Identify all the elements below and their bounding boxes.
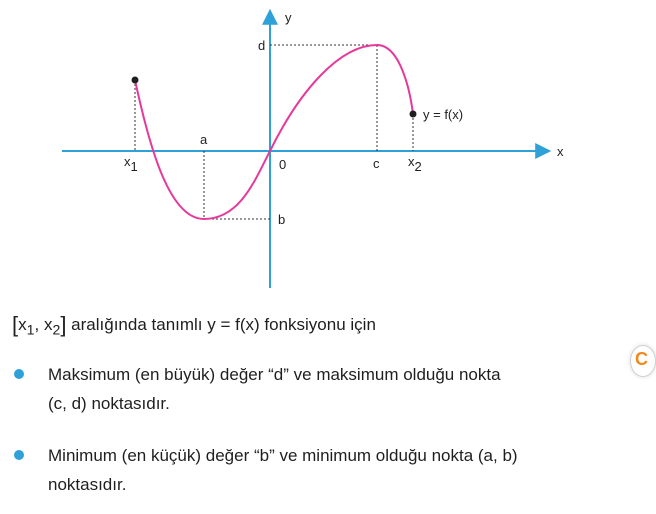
endpoint-x2 [410,111,417,118]
bullet-line-2: (c, d) noktasıdır. [48,394,170,413]
curve-label: y = f(x) [423,107,464,122]
bullet-dot-icon [14,450,24,460]
orange-c-icon[interactable]: C [630,345,656,377]
label-a: a [200,132,208,147]
label-b: b [278,212,286,227]
label-d: d [258,38,266,53]
endpoint-x1 [132,77,139,84]
bullet-minimum [14,441,518,499]
label-x2: x2 [408,154,422,174]
bracket-close: ] [60,312,67,337]
intro-text: [$x_1$, $x_2$] aralığında tanımlı y = f(x) fonksiyonu için [12,312,376,339]
bullet-line-1: Minimum (en küçük) değer “b” ve minimum olduğu nokta (a, b) [48,446,518,465]
x-axis-label: x [557,144,564,159]
y-axis-label: y [285,10,292,25]
bullet-line-2: noktasıdır. [48,475,127,494]
label-x1: x1 [124,154,138,174]
function-curve [135,45,413,219]
label-c: c [373,156,380,171]
bracket-open: [ [12,312,19,337]
bullet-line-1: Maksimum (en büyük) değer “d” ve maksimum olduğu nokta [48,365,501,384]
bullet-dot-icon [14,369,24,379]
origin-label: 0 [279,157,287,172]
bullet-maximum [14,360,501,418]
